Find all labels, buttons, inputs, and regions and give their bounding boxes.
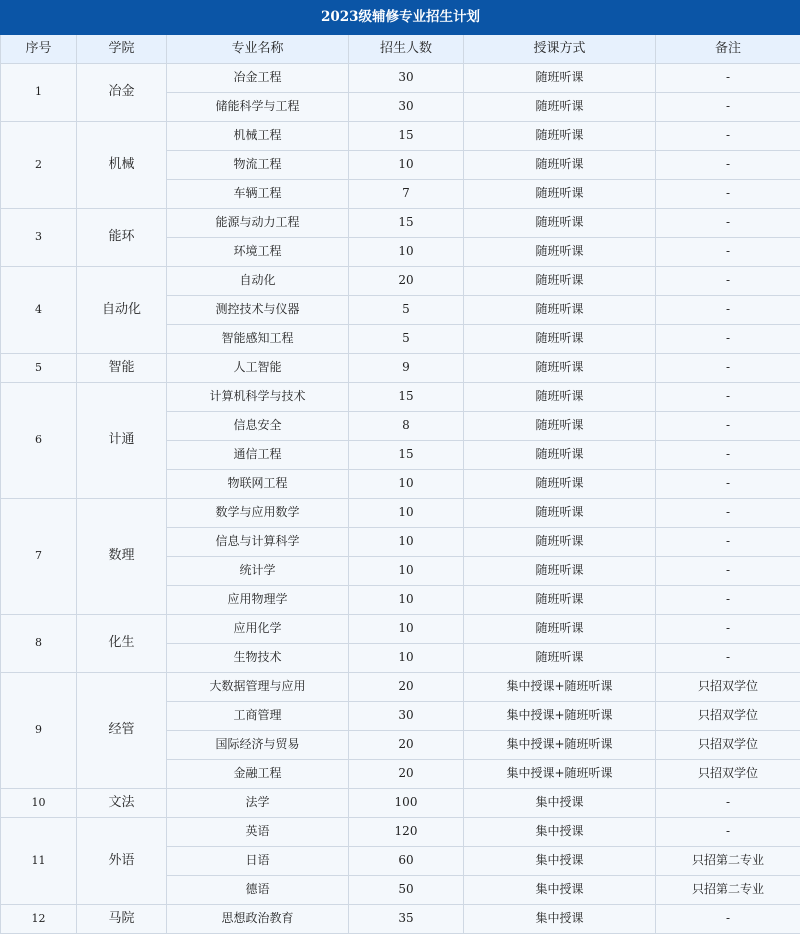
cell-mode: 集中授课+随班听课 — [464, 673, 656, 702]
cell-count: 20 — [349, 673, 464, 702]
cell-count: 100 — [349, 789, 464, 818]
cell-major: 信息安全 — [167, 412, 349, 441]
cell-note: - — [656, 586, 800, 615]
cell-count: 30 — [349, 64, 464, 93]
cell-index: 5 — [1, 354, 77, 383]
cell-note: - — [656, 441, 800, 470]
cell-note: - — [656, 209, 800, 238]
cell-note: 只招双学位 — [656, 702, 800, 731]
header-mode: 授课方式 — [464, 35, 656, 64]
cell-note: - — [656, 789, 800, 818]
cell-mode: 随班听课 — [464, 412, 656, 441]
cell-count: 8 — [349, 412, 464, 441]
cell-mode: 随班听课 — [464, 441, 656, 470]
cell-note: - — [656, 238, 800, 267]
cell-count: 10 — [349, 586, 464, 615]
cell-note: - — [656, 93, 800, 122]
cell-count: 10 — [349, 470, 464, 499]
cell-note: - — [656, 64, 800, 93]
cell-college: 经管 — [77, 673, 167, 789]
cell-college: 数理 — [77, 499, 167, 615]
cell-mode: 随班听课 — [464, 557, 656, 586]
cell-index: 8 — [1, 615, 77, 673]
cell-count: 10 — [349, 151, 464, 180]
cell-index: 1 — [1, 64, 77, 122]
cell-note: - — [656, 905, 800, 934]
cell-major: 冶金工程 — [167, 64, 349, 93]
cell-mode: 随班听课 — [464, 296, 656, 325]
cell-mode: 集中授课 — [464, 905, 656, 934]
cell-count: 30 — [349, 93, 464, 122]
cell-major: 计算机科学与技术 — [167, 383, 349, 412]
header-college: 学院 — [77, 35, 167, 64]
cell-note: - — [656, 412, 800, 441]
cell-major: 测控技术与仪器 — [167, 296, 349, 325]
cell-major: 国际经济与贸易 — [167, 731, 349, 760]
cell-mode: 随班听课 — [464, 615, 656, 644]
cell-major: 信息与计算科学 — [167, 528, 349, 557]
cell-mode: 随班听课 — [464, 64, 656, 93]
cell-major: 储能科学与工程 — [167, 93, 349, 122]
cell-major: 通信工程 — [167, 441, 349, 470]
cell-count: 120 — [349, 818, 464, 847]
cell-college: 计通 — [77, 383, 167, 499]
cell-mode: 随班听课 — [464, 528, 656, 557]
cell-count: 50 — [349, 876, 464, 905]
cell-note: - — [656, 180, 800, 209]
cell-note: 只招第二专业 — [656, 847, 800, 876]
cell-mode: 随班听课 — [464, 238, 656, 267]
cell-major: 生物技术 — [167, 644, 349, 673]
cell-major: 应用化学 — [167, 615, 349, 644]
cell-major: 德语 — [167, 876, 349, 905]
cell-major: 物流工程 — [167, 151, 349, 180]
cell-count: 5 — [349, 296, 464, 325]
cell-note: 只招双学位 — [656, 760, 800, 789]
cell-note: 只招双学位 — [656, 673, 800, 702]
cell-major: 智能感知工程 — [167, 325, 349, 354]
cell-index: 10 — [1, 789, 77, 818]
cell-mode: 随班听课 — [464, 499, 656, 528]
cell-index: 2 — [1, 122, 77, 209]
cell-mode: 随班听课 — [464, 180, 656, 209]
cell-index: 3 — [1, 209, 77, 267]
cell-mode: 随班听课 — [464, 93, 656, 122]
cell-note: - — [656, 267, 800, 296]
cell-note: - — [656, 151, 800, 180]
cell-mode: 随班听课 — [464, 586, 656, 615]
cell-count: 10 — [349, 238, 464, 267]
cell-note: - — [656, 470, 800, 499]
cell-college: 冶金 — [77, 64, 167, 122]
cell-note: - — [656, 499, 800, 528]
cell-note: - — [656, 122, 800, 151]
cell-college: 智能 — [77, 354, 167, 383]
header-count: 招生人数 — [349, 35, 464, 64]
cell-mode: 集中授课+随班听课 — [464, 702, 656, 731]
cell-major: 人工智能 — [167, 354, 349, 383]
cell-major: 环境工程 — [167, 238, 349, 267]
cell-index: 12 — [1, 905, 77, 934]
cell-count: 5 — [349, 325, 464, 354]
cell-mode: 随班听课 — [464, 267, 656, 296]
cell-count: 10 — [349, 615, 464, 644]
cell-college: 马院 — [77, 905, 167, 934]
cell-note: - — [656, 383, 800, 412]
table-row — [1, 673, 800, 702]
table-title: 2023级辅修专业招生计划 — [1, 1, 800, 35]
cell-major: 应用物理学 — [167, 586, 349, 615]
cell-mode: 集中授课 — [464, 789, 656, 818]
cell-count: 10 — [349, 528, 464, 557]
cell-count: 15 — [349, 209, 464, 238]
cell-major: 能源与动力工程 — [167, 209, 349, 238]
cell-major: 金融工程 — [167, 760, 349, 789]
cell-major: 大数据管理与应用 — [167, 673, 349, 702]
table-row — [1, 209, 800, 238]
cell-mode: 集中授课+随班听课 — [464, 731, 656, 760]
cell-count: 30 — [349, 702, 464, 731]
table-row — [1, 383, 800, 412]
cell-mode: 随班听课 — [464, 644, 656, 673]
header-major: 专业名称 — [167, 35, 349, 64]
cell-mode: 随班听课 — [464, 354, 656, 383]
cell-major: 日语 — [167, 847, 349, 876]
cell-note: 只招第二专业 — [656, 876, 800, 905]
table-row — [1, 354, 800, 383]
cell-major: 机械工程 — [167, 122, 349, 151]
table-row — [1, 122, 800, 151]
table-body — [1, 64, 800, 934]
table-row — [1, 905, 800, 934]
cell-count: 15 — [349, 122, 464, 151]
cell-note: - — [656, 818, 800, 847]
cell-count: 10 — [349, 499, 464, 528]
cell-note: - — [656, 557, 800, 586]
cell-count: 10 — [349, 557, 464, 586]
cell-count: 35 — [349, 905, 464, 934]
cell-college: 文法 — [77, 789, 167, 818]
header-index: 序号 — [1, 35, 77, 64]
cell-college: 外语 — [77, 818, 167, 905]
cell-note: 只招双学位 — [656, 731, 800, 760]
cell-count: 60 — [349, 847, 464, 876]
cell-note: - — [656, 354, 800, 383]
cell-major: 物联网工程 — [167, 470, 349, 499]
cell-mode: 集中授课+随班听课 — [464, 760, 656, 789]
table-row — [1, 499, 800, 528]
cell-major: 法学 — [167, 789, 349, 818]
cell-count: 20 — [349, 267, 464, 296]
cell-count: 20 — [349, 760, 464, 789]
cell-major: 统计学 — [167, 557, 349, 586]
cell-mode: 随班听课 — [464, 383, 656, 412]
cell-mode: 随班听课 — [464, 325, 656, 354]
cell-college: 能环 — [77, 209, 167, 267]
table-row — [1, 267, 800, 296]
cell-mode: 随班听课 — [464, 122, 656, 151]
cell-mode: 集中授课 — [464, 876, 656, 905]
cell-count: 15 — [349, 441, 464, 470]
cell-major: 数学与应用数学 — [167, 499, 349, 528]
cell-count: 15 — [349, 383, 464, 412]
cell-index: 6 — [1, 383, 77, 499]
cell-mode: 随班听课 — [464, 470, 656, 499]
cell-count: 9 — [349, 354, 464, 383]
header-note: 备注 — [656, 35, 800, 64]
table-row — [1, 615, 800, 644]
cell-college: 化生 — [77, 615, 167, 673]
cell-index: 11 — [1, 818, 77, 905]
cell-mode: 随班听课 — [464, 209, 656, 238]
cell-major: 车辆工程 — [167, 180, 349, 209]
cell-college: 机械 — [77, 122, 167, 209]
cell-mode: 集中授课 — [464, 847, 656, 876]
cell-index: 7 — [1, 499, 77, 615]
cell-count: 20 — [349, 731, 464, 760]
cell-mode: 集中授课 — [464, 818, 656, 847]
cell-major: 自动化 — [167, 267, 349, 296]
cell-index: 9 — [1, 673, 77, 789]
cell-count: 7 — [349, 180, 464, 209]
cell-college: 自动化 — [77, 267, 167, 354]
cell-major: 工商管理 — [167, 702, 349, 731]
table-row — [1, 64, 800, 93]
cell-major: 英语 — [167, 818, 349, 847]
table-row — [1, 818, 800, 847]
cell-major: 思想政治教育 — [167, 905, 349, 934]
cell-index: 4 — [1, 267, 77, 354]
cell-note: - — [656, 528, 800, 557]
cell-mode: 随班听课 — [464, 151, 656, 180]
cell-note: - — [656, 296, 800, 325]
cell-note: - — [656, 325, 800, 354]
table-row — [1, 789, 800, 818]
cell-note: - — [656, 615, 800, 644]
cell-count: 10 — [349, 644, 464, 673]
cell-note: - — [656, 644, 800, 673]
